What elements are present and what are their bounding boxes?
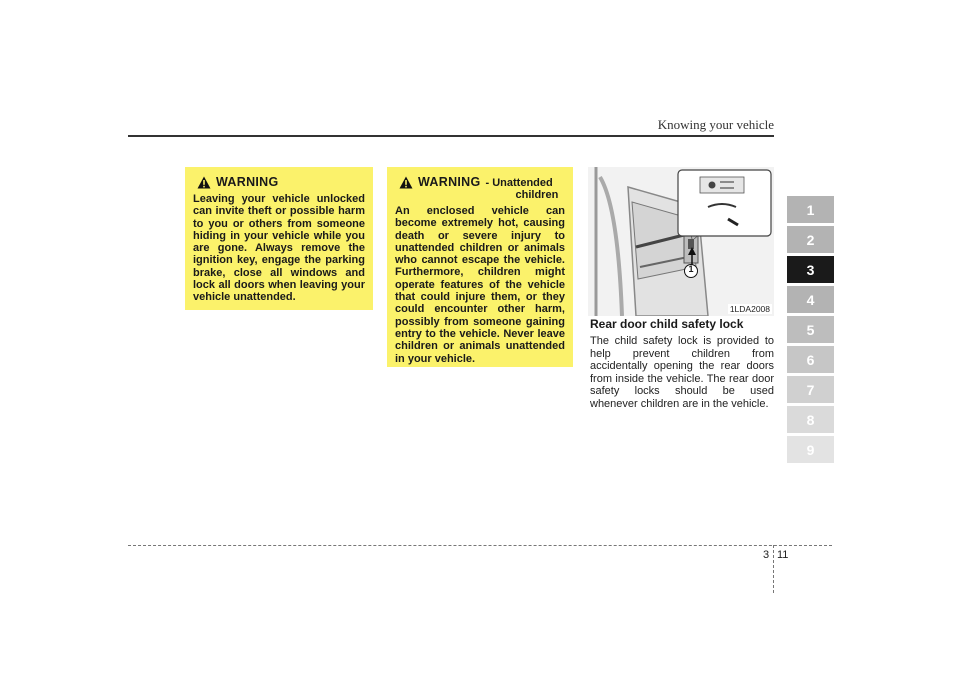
chapter-tab-5[interactable]: 5: [787, 316, 834, 343]
page-number: 11: [777, 549, 789, 561]
figure-callout-number: 1: [688, 264, 694, 274]
section-title: Rear door child safety lock: [590, 317, 744, 331]
chapter-tab-3[interactable]: 3: [787, 256, 834, 283]
chapter-tabs: [787, 196, 834, 466]
warning-word: WARNING: [418, 175, 481, 189]
section-body: The child safety lock is provided to help prevent children from accidentally opening the rear doors from inside the vehicle. The rear door safety locks should be used whenever children are in the vehicle.: [590, 335, 774, 410]
page-chapter-number: 3: [763, 549, 770, 561]
warning-subtitle-line2: children: [515, 189, 559, 201]
warning-word: WARNING: [216, 175, 279, 189]
warning-box-unlocked: [185, 167, 373, 310]
warning-text: Leaving your vehicle unlocked can invite theft or possible harm to you or others from someone hiding in your vehicle while you are gone. Always remove the ignition key, engage the parking brake, close all windows and lock all doors when leaving your vehicle unattended.: [193, 193, 365, 304]
warning-triangle-icon: [399, 176, 413, 189]
warning-text: An enclosed vehicle can become extremely hot, causing death or severe injury to unattended children or animals who cannot escape the vehicle. Furthermore, children might operate features of the vehicle that could injure them, or they could encounter other harm, possibly from someone gaining entry to the vehicle. Never leave children or animals unattended in your vehicle.: [395, 205, 565, 365]
chapter-tab-9[interactable]: 9: [787, 436, 834, 463]
chapter-tab-2[interactable]: 2: [787, 226, 834, 253]
footer-divider: [773, 545, 774, 593]
rear-door-illustration: [588, 167, 774, 316]
chapter-tab-1[interactable]: 1: [787, 196, 834, 223]
chapter-tab-4[interactable]: 4: [787, 286, 834, 313]
warning-header: [197, 175, 365, 189]
warning-box-unattended-children: [387, 167, 573, 367]
warning-triangle-icon: [197, 176, 211, 189]
footer-rule: [128, 545, 832, 546]
warning-subtitle: [486, 177, 559, 201]
car-door-drawing: [588, 167, 774, 316]
figure-code: 1LDA2008: [729, 304, 770, 314]
warning-header: [399, 175, 565, 201]
header-rule: [128, 135, 774, 137]
chapter-tab-8[interactable]: 8: [787, 406, 834, 433]
page-header-title: Knowing your vehicle: [657, 117, 774, 132]
chapter-tab-7[interactable]: 7: [787, 376, 834, 403]
chapter-tab-6[interactable]: 6: [787, 346, 834, 373]
warning-subtitle-line1: - Unattended: [485, 177, 553, 189]
